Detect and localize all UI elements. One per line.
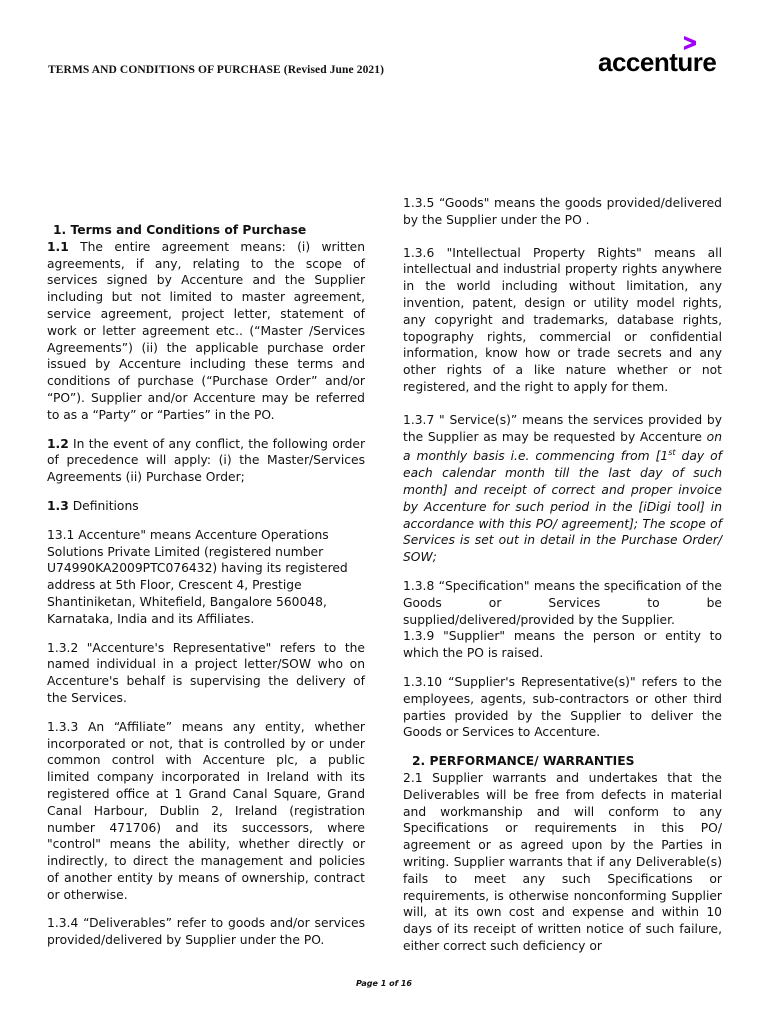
clause-1-3-7	[403, 412, 722, 566]
clause-text: In the event of any conflict, the following order of precedence will apply: (i) the Master/Services Agreements (ii) Purchase Order;	[47, 436, 365, 485]
clause-number: 1.1	[47, 239, 69, 254]
clause-text-italic: day of each calendar month till the last day of such month] and receipt of correct and proper invoice by Accenture for such period in the [iDigi tool] in accordance with this PO/ agreement]; The scope of Services is set out in detail in the Purchase Order/ SOW;	[403, 449, 722, 565]
left-column	[47, 222, 365, 961]
section-2-heading: 2. PERFORMANCE/ WARRANTIES	[412, 754, 635, 769]
clause-1-3	[47, 498, 365, 515]
clause-text: 1.3.7 " Service(s)” means the services provided by the Supplier as may be requested by Accenture	[403, 412, 722, 444]
clause-1-2	[47, 436, 365, 486]
clause-1-3-9: 1.3.9 "Supplier" means the person or entity to which the PO is raised.	[403, 629, 722, 661]
superscript: st	[668, 448, 676, 458]
clause-2-1: 2.1 Supplier warrants and undertakes that the Deliverables will be free from defects in material and workmanship and will conform to any Specifications or requirements in this PO/ agreement or as agreed upon by the Parties in writing. Supplier warrants that if any Deliverable(s) fails to meet any such Specifications or requirements, is otherwise nonconforming Supplier will, at its own cost and expense and within 10 days of its receipt of written notice of such failure, either correct such deficiency or	[403, 771, 722, 953]
clause-number: 1.3	[47, 498, 69, 513]
document-title: TERMS AND CONDITIONS OF PURCHASE (Revised June 2021)	[48, 64, 385, 76]
page-number: Page 1 of 16	[356, 979, 412, 988]
right-column	[403, 195, 722, 955]
accenture-logo	[598, 36, 748, 78]
clause-text: The entire agreement means: (i) written agreements, if any, relating to the scope of services signed by Accenture and the Supplier including but not limited to master agreement, service agreement, project letter, statement of work or letter agreement etc.. (“Master /Services Agreements”) (ii) the applicable purchase order issued by Accenture including these terms and conditions of purchase (“Purchase Order” and/or “PO”). Supplier and/or Accenture may be referred to as a “Party” or “Parties” in the PO.	[47, 239, 365, 422]
logo-wordmark: accenture	[598, 47, 717, 77]
clause-text: Definitions	[68, 498, 139, 513]
clause-number: 1.2	[47, 436, 69, 451]
clause-1-3-8: 1.3.8 “Specification" means the specification of the Goods or Services to be supplied/delivered/provided by the Supplier.	[403, 579, 722, 627]
clause-1-1	[47, 239, 365, 424]
clause-1-3-6: 1.3.6 "Intellectual Property Rights" means all intellectual and industrial property rights anywhere in the world including without limitation, any invention, patent, design or utility model rights, any copyright and trademarks, database rights, topography rights, commercial or confidential information, know how or trade secrets and any other rights of a like nature whether or not registered, and the right to apply for them.	[403, 245, 722, 394]
clause-1-3-4: 1.3.4 “Deliverables” refer to goods and/or services provided/delivered by Supplier under the PO.	[47, 916, 365, 948]
section-1-heading: 1. Terms and Conditions of Purchase	[53, 223, 307, 237]
clause-1-3-2: 1.3.2 "Accenture's Representative" refers to the named individual in a project letter/SOW who on Accenture's behalf is supervising the delivery of the Services.	[47, 640, 365, 705]
clause-text-italic: on a monthly basis i.e. commencing from [1	[403, 429, 722, 464]
clause-1-3-3: 1.3.3 An “Affiliate” means any entity, whether incorporated or not, that is controlled by or under common control with Accenture plc, a public limited company incorporated in Ireland with its registered office at 1 Grand Canal Square, Grand Canal Harbour, Dublin 2, Ireland (registration number 471706) and its successors, where "control" means the ability, whether directly or indirectly, to direct the management and policies of another entity by means of ownership, contract or otherwise.	[47, 719, 365, 902]
clause-1-3-1: 13.1 Accenture" means Accenture Operations Solutions Private Limited (registered number U74990KA2009PTC076432) having its registered address at 5th Floor, Crescent 4, Prestige Shantiniketan, Whitefield, Bangalore 560048, Karnataka, India and its Affiliates.	[47, 527, 348, 626]
clause-1-3-5: 1.3.5 “Goods" means the goods provided/delivered by the Supplier under the PO .	[403, 196, 722, 227]
clause-1-3-10: 1.3.10 “Supplier's Representative(s)" refers to the employees, agents, sub-contractors or other third parties provided by the Supplier to deliver the Goods or Services to Accenture.	[403, 675, 722, 740]
